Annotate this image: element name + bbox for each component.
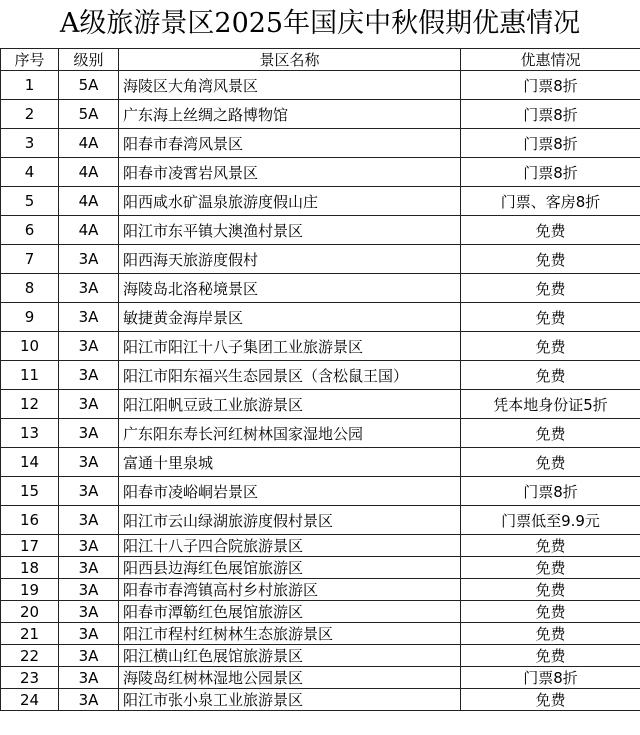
row-scenic-name: 阳春市潭簕红色展馆旅游区 [119,601,461,623]
row-number: 16 [1,506,59,535]
row-level: 3A [59,419,119,448]
row-discount: 免费 [461,645,640,667]
header-scenic-name: 景区名称 [119,49,461,71]
row-number: 4 [1,158,59,187]
row-scenic-name: 海陵岛红树林湿地公园景区 [119,667,461,689]
row-discount: 免费 [461,332,640,361]
row-number: 18 [1,557,59,579]
row-discount: 免费 [461,361,640,390]
row-level: 3A [59,332,119,361]
row-level: 3A [59,303,119,332]
row-level: 3A [59,274,119,303]
row-scenic-name: 阳江阳帆豆豉工业旅游景区 [119,390,461,419]
row-level: 4A [59,129,119,158]
row-number: 14 [1,448,59,477]
table-row [1,506,640,535]
header-number: 序号 [1,49,59,71]
header-row [1,49,640,71]
table-row [1,623,640,645]
table-row [1,579,640,601]
row-discount: 免费 [461,623,640,645]
row-number: 8 [1,274,59,303]
discount-table [0,48,640,711]
row-discount: 免费 [461,557,640,579]
row-scenic-name: 阳西咸水矿温泉旅游度假山庄 [119,187,461,216]
table-row [1,361,640,390]
table-row [1,245,640,274]
row-level: 3A [59,601,119,623]
row-number: 22 [1,645,59,667]
row-number: 21 [1,623,59,645]
row-discount: 免费 [461,535,640,557]
row-scenic-name: 广东阳东寿长河红树林国家湿地公园 [119,419,461,448]
row-discount: 免费 [461,303,640,332]
row-level: 4A [59,216,119,245]
row-number: 13 [1,419,59,448]
row-level: 3A [59,667,119,689]
row-discount: 免费 [461,601,640,623]
row-discount: 免费 [461,245,640,274]
row-level: 3A [59,579,119,601]
header-level: 级别 [59,49,119,71]
row-level: 3A [59,477,119,506]
table-row [1,274,640,303]
row-number: 23 [1,667,59,689]
table-row [1,390,640,419]
row-number: 24 [1,689,59,711]
row-number: 11 [1,361,59,390]
row-scenic-name: 阳江横山红色展馆旅游景区 [119,645,461,667]
row-level: 5A [59,100,119,129]
row-scenic-name: 阳西海天旅游度假村 [119,245,461,274]
table-row [1,535,640,557]
row-discount: 免费 [461,216,640,245]
row-discount: 门票8折 [461,667,640,689]
row-scenic-name: 阳春市春湾镇高村乡村旅游区 [119,579,461,601]
row-scenic-name: 敏捷黄金海岸景区 [119,303,461,332]
row-level: 3A [59,361,119,390]
row-discount: 免费 [461,274,640,303]
row-discount: 门票8折 [461,158,640,187]
table-row [1,332,640,361]
row-level: 5A [59,71,119,100]
table-row [1,557,640,579]
row-scenic-name: 阳西县边海红色展馆旅游区 [119,557,461,579]
table-row [1,303,640,332]
row-level: 3A [59,448,119,477]
row-discount: 凭本地身份证5折 [461,390,640,419]
row-level: 3A [59,390,119,419]
row-scenic-name: 海陵岛北洛秘境景区 [119,274,461,303]
row-scenic-name: 广东海上丝绸之路博物馆 [119,100,461,129]
row-scenic-name: 阳江市云山绿湖旅游度假村景区 [119,506,461,535]
row-scenic-name: 阳春市凌峪峒岩景区 [119,477,461,506]
table-row [1,100,640,129]
row-scenic-name: 阳江市阳江十八子集团工业旅游景区 [119,332,461,361]
row-level: 3A [59,689,119,711]
row-scenic-name: 阳春市春湾风景区 [119,129,461,158]
table-row [1,187,640,216]
table-row [1,667,640,689]
row-scenic-name: 阳江市张小泉工业旅游景区 [119,689,461,711]
table-row [1,689,640,711]
row-number: 3 [1,129,59,158]
row-level: 3A [59,645,119,667]
table-row [1,129,640,158]
row-number: 20 [1,601,59,623]
row-level: 3A [59,535,119,557]
row-number: 10 [1,332,59,361]
row-number: 19 [1,579,59,601]
header-discount: 优惠情况 [461,49,640,71]
row-level: 3A [59,506,119,535]
row-scenic-name: 富通十里泉城 [119,448,461,477]
row-discount: 门票8折 [461,71,640,100]
table-row [1,158,640,187]
row-discount: 门票低至9.9元 [461,506,640,535]
table-body [1,71,640,711]
row-discount: 门票8折 [461,477,640,506]
row-number: 7 [1,245,59,274]
table-row [1,477,640,506]
table-row [1,601,640,623]
row-scenic-name: 阳江市阳东福兴生态园景区（含松鼠王国） [119,361,461,390]
page-title: A级旅游景区2025年国庆中秋假期优惠情况 [59,8,581,39]
row-level: 3A [59,245,119,274]
row-number: 5 [1,187,59,216]
row-number: 2 [1,100,59,129]
row-scenic-name: 阳江市东平镇大澳渔村景区 [119,216,461,245]
row-level: 3A [59,623,119,645]
row-level: 4A [59,158,119,187]
row-discount: 门票、客房8折 [461,187,640,216]
row-discount: 免费 [461,419,640,448]
row-discount: 免费 [461,579,640,601]
row-scenic-name: 阳江市程村红树林生态旅游景区 [119,623,461,645]
row-number: 15 [1,477,59,506]
table-row [1,645,640,667]
row-number: 12 [1,390,59,419]
table-row [1,71,640,100]
row-number: 6 [1,216,59,245]
row-scenic-name: 阳江十八子四合院旅游景区 [119,535,461,557]
table-row [1,419,640,448]
row-discount: 免费 [461,689,640,711]
row-discount: 免费 [461,448,640,477]
row-number: 9 [1,303,59,332]
row-number: 1 [1,71,59,100]
row-level: 4A [59,187,119,216]
row-scenic-name: 阳春市凌霄岩风景区 [119,158,461,187]
table-row [1,448,640,477]
row-level: 3A [59,557,119,579]
row-discount: 门票8折 [461,129,640,158]
row-discount: 门票8折 [461,100,640,129]
table-row [1,216,640,245]
row-number: 17 [1,535,59,557]
row-scenic-name: 海陵区大角湾风景区 [119,71,461,100]
